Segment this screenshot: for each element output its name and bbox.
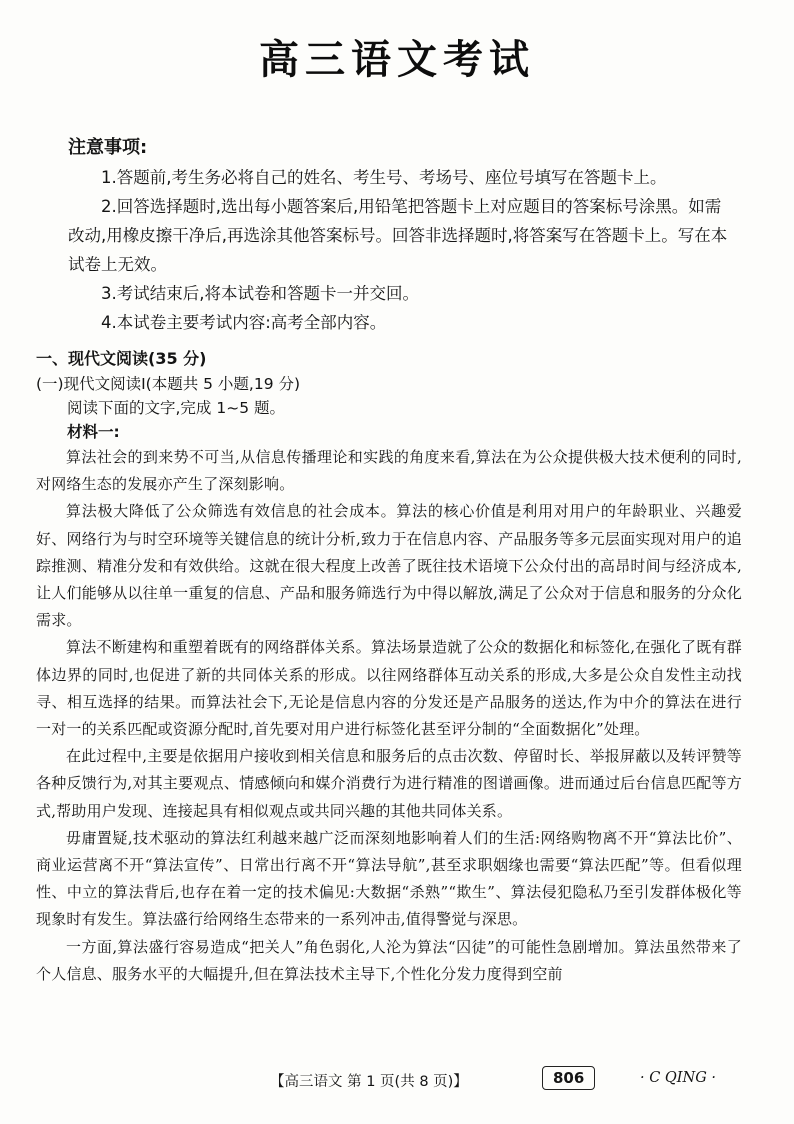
notice-item: 2.回答选择题时,选出每小题答案后,用铅笔把答题卡上对应题目的答案标号涂黑。如需改动,用橡皮擦干净后,再选涂其他答案标号。回答非选择题时,将答案写在答题卡上。写在本试卷上无效。: [68, 197, 728, 274]
notice-item: 1.答题前,考生务必将自己的姓名、考生号、考场号、座位号填写在答题卡上。: [101, 168, 667, 187]
paragraph: 一方面,算法盛行容易造成“把关人”角色弱化,人沦为算法“囚徒”的可能性急剧增加。算法虽然带来了个人信息、服务水平的大幅提升,但在算法技术主导下,个性化分发力度得到空前: [36, 937, 742, 983]
page-footer: [0, 1066, 794, 1096]
notice-heading: 注意事项:: [68, 137, 148, 158]
paragraph: 算法不断建构和重塑着既有的网络群体关系。算法场景造就了公众的数据化和标签化,在强化了既有群体边界的同时,也促进了新的共同体关系的形成。以往网络群体互动关系的形成,大多是公众自发性主动找寻、相互选择的结果。而算法社会下,无论是信息内容的分发还是产品服务的送达,作为中介的算法在进行一对一的关系匹配或资源分配时,首先要对用户进行标签化甚至评分制的“全面数据化”处理。: [36, 638, 742, 739]
paragraph: 算法极大降低了公众筛选有效信息的社会成本。算法的核心价值是利用对用户的年龄职业、兴趣爱好、网络行为与时空环境等关键信息的统计分析,致力于在信息内容、产品服务等多元层面实现对用户的追踪推测、精准分发和有效供给。这就在很大程度上改善了既往技术语境下公众付出的高昂时间与经济成本,让人们能够从以往单一重复的信息、产品和服务筛选行为中得以解放,满足了公众对于信息和服务的分众化需求。: [36, 502, 742, 630]
page-title: 高三语文考试: [259, 37, 535, 83]
paragraph: 在此过程中,主要是依据用户接收到相关信息和服务后的点击次数、停留时长、举报屏蔽以及转评赞等各种反馈行为,对其主要观点、情感倾向和媒介消费行为进行精准的图谱画像。进而通过后台信息匹配等方式,帮助用户发现、连接起具有相似观点或共同兴趣的其他共同体关系。: [36, 747, 742, 820]
footer-page-number: 【高三语文 第 1 页(共 8 页)】: [270, 1074, 468, 1090]
material-label: 材料一:: [67, 423, 120, 441]
paragraph: 算法社会的到来势不可当,从信息传播理论和实践的角度来看,算法在为公众提供极大技术便利的同时,对网络生态的发展亦产生了深刻影响。: [36, 448, 742, 494]
section-instruction: 阅读下面的文字,完成 1~5 题。: [67, 399, 285, 417]
footer-mark: · C QING ·: [640, 1070, 717, 1086]
notice-item: 3.考试结束后,将本试卷和答题卡一并交回。: [101, 284, 419, 303]
notice-block: [68, 133, 734, 337]
section-title: 一、现代文阅读(35 分): [36, 349, 207, 368]
footer-exam-code: 806: [542, 1066, 595, 1090]
notice-item: 4.本试卷主要考试内容:高考全部内容。: [101, 313, 387, 332]
paragraph: 毋庸置疑,技术驱动的算法红利越来越广泛而深刻地影响着人们的生活:网络购物离不开“算法比价”、商业运营离不开“算法宣传”、日常出行离不开“算法导航”,甚至求职姻缘也需要“算法匹配”等。但看似理性、中立的算法背后,也存在着一定的技术偏见:大数据“杀熟”“欺生”、算法侵犯隐私乃至引发群体极化等现象时有发生。算法盛行给网络生态带来的一系列冲击,值得警觉与深思。: [36, 828, 742, 929]
reading-section: [36, 346, 742, 988]
section-subtitle: (一)现代文阅读Ⅰ(本题共 5 小题,19 分): [36, 375, 301, 393]
